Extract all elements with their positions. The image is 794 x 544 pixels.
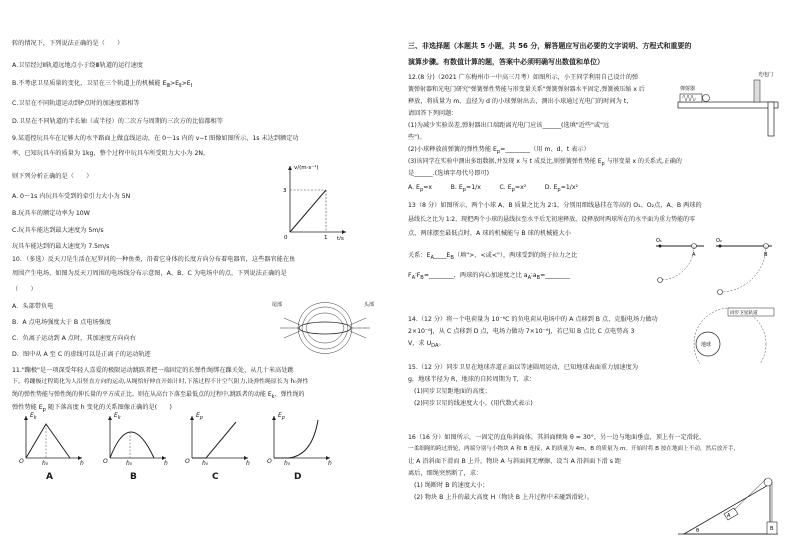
q11-graph-h0: h₀ [126, 460, 133, 467]
q12-part-3: (3)该同学在实验中测出多组数据,并发现 x 与 t 成反比,则弹簧弹性势能 $E_p$ 与形变量 x 的关系式,正确的 [408, 158, 682, 168]
q11-graph-h: h [164, 460, 168, 467]
q11-graph-b [102, 412, 172, 504]
q16-stem-3: 让 A 沿斜面下滑而 B 上升，物块 A 与斜面间无摩擦，设当 A 沿斜面下滑 s 距 [408, 458, 622, 465]
q10-tail-label: 尾部 [272, 302, 283, 308]
q11-curve [192, 422, 236, 458]
q16-incline-figure [678, 460, 780, 542]
q12-options: A. $E_p=x$ B. $E_p=1/x$ C. $E_p=x^2$ D. $E_p=1/x^2$ [408, 184, 579, 194]
q16-b-label: B [770, 526, 774, 532]
q11-graph-letter: A [46, 472, 53, 482]
section3-heading-1: 三、非选择题（本题共 5 小题，共 56 分，解答题应写出必要的文字说明、方程式和重要的 [408, 42, 692, 50]
q11-graph-origin: O [185, 458, 190, 465]
q11-graph-ylabel: $E_k$ [30, 412, 37, 422]
q9-graph-origin: 0 [284, 235, 288, 240]
q11-graph-origin: O [267, 458, 272, 465]
q14-stem-1: 14.（12 分）将一个电荷量为 10⁻⁶C 的负电荷从电场中的 A 点移到 B 点，克服电场力做功 [408, 316, 658, 323]
q16-part-1: (1) 绳断时 B 的速度大小； [414, 482, 489, 489]
q11-stem-1: 11."蹦极"是一项深受年轻人喜爱的极限运动跳跃者把一端固定的长弹性绳绑在踝关处，从几十米高处跳 [12, 367, 294, 374]
q14-stem-3: V，求 $U_{DA}$。 [408, 340, 445, 350]
q13-pendulum-figure [654, 236, 774, 304]
q11-graph-svg [18, 412, 88, 474]
q9-vt-graph [278, 160, 350, 240]
q11-curve [274, 420, 318, 458]
q14-stem-2: 2×10⁻⁶J，从 C 点移到 D 点，电场力做功 7×10⁻⁶J，若已知 B 点比 C 点电势高 3 [408, 328, 635, 335]
q12-stem-1: 12.(8 分)（2021 广东梅州市一中高三月考）如图所示，小王同学利用自己设计的弹 [408, 74, 639, 81]
q15-stem-2: g，地球半径为 R，地球的自转周期为 T，求： [408, 376, 536, 383]
q13-stem-2: 悬线长之比为 1∶2，现把两个小球的悬线拉至水平后无初速释放，设释放时两球所在的水平面为重力势能的零 [408, 216, 696, 223]
q11-curve [110, 432, 154, 458]
q8-option-a: A.卫星经过Ⅱ轨道远地点小于绕Ⅲ轨道的运行速度 [12, 62, 143, 69]
q11-graph-h: h [328, 460, 332, 467]
q11-graph-letter: C [212, 472, 219, 482]
q13-o2-label: O₂ [716, 238, 722, 244]
q15-earth-label: 地球 [701, 342, 712, 348]
q10-head-label: 头部 [364, 302, 375, 308]
q11-graph-letter: D [294, 472, 302, 482]
q12-apparatus-figure [676, 68, 786, 138]
q8-option-c: C.卫星在不同轨道运动到P点时的加速度都相等 [12, 100, 140, 107]
q8-option-b: B.不考虑卫星质量的变化，卫星在三个轨道上的机械能 $E_Ⅲ>E_Ⅱ>E_Ⅰ$ [12, 80, 193, 90]
q12-part-1-cont: 些")。 [408, 134, 426, 141]
q9-graph-ytick: 3 [283, 188, 287, 194]
q10-option-d: D．图中从 A 至 C 的虚线可以是正离子的运动轨迹 [12, 351, 151, 358]
q9-option-d: 玩具车能达到的最大速度为 7.5m/s [12, 243, 110, 250]
q11-graph-origin: O [103, 458, 108, 465]
q16-stem-4: 离后，细绳突然断了，求： [408, 470, 483, 477]
q13-stem-4: 关系：$E_A\_\_\_\_E_B$（填">、<或<"），两球受到的绳子拉力之比 [408, 252, 578, 262]
q11-graph-h0: h₀ [42, 460, 49, 467]
q10-option-b: B．A 点电场强度大于 B 点电场强度 [12, 319, 112, 326]
q9-option-b: B.玩具车的额定功率为 10W [12, 210, 90, 217]
q13-stem-3: 点，两球摆至最低点时，A 球的机械能与 B 球的机械能大小 [408, 230, 571, 237]
q13-b-label: B [764, 252, 768, 258]
q13-stem-5: $F_A∶F_B=\_\_\_\_\_\_\_\_$，两球的向心加速度之比 $a_A∶a_B=\_\_\_\_\_\_\_\_$ [408, 272, 570, 282]
q10-stem-1: 10．（多选）反天刀是生活在尼罗河的一种鱼类，沿着它身体的长度方向分布着电器官，这些器官能在鱼 [12, 256, 296, 263]
q12-stem-3: 释放，将质量为 m、直径为 d 的小球弹射出去，测出小球通过光电门的时间为 t， [408, 98, 633, 105]
section3-heading-2: 演算步骤。有数值计算的题，答案中必须明确写出数值和单位） [408, 58, 604, 66]
q11-graph-svg [184, 412, 254, 474]
q13-o1-label: O₁ [656, 238, 662, 244]
q9-stem-2: 率，已知玩具车的质量为 1kg，整个过程中玩具车所受阻力大小为 2N， [12, 150, 210, 157]
q9-graph-ylabel: v/(m·s⁻¹) [294, 165, 319, 171]
q12-gate-label: 光电门 [758, 72, 774, 78]
q15-part-2: (2)同步卫星的线速度大小。(用代数式表示) [414, 400, 533, 407]
q9-stem-3: 则下列分析正确的是（ ） [12, 173, 93, 180]
q10-field-diagram [270, 298, 380, 356]
q11-curve [26, 424, 70, 458]
q13-a-label: A [692, 252, 696, 258]
q16-part-2: (2) 物块 B 上升的最大高度 H（物块 B 上升过程中未碰到滑轮）。 [414, 494, 594, 501]
q10-option-a: A．头部带负电 [12, 303, 54, 310]
q12-stem-2: 簧弹射器和光电门研究"弹簧弹性势能与形变量关系"弹簧弹射器水平固定,弹簧被压缩 x 后 [408, 86, 645, 93]
q8-intro: 转的情况下，下列说法正确的是（ ） [12, 40, 124, 47]
q11-stem-2: 下。将蹦极过程简化为人沿竖直方向的运动,从绳恰好伸直开始计时,下落过程不计空气阻力,设弹性绳原长为 h₀弹性 [12, 379, 309, 385]
q11-graph-svg [266, 412, 336, 474]
q16-theta-label: θ [696, 528, 700, 534]
q13-stem-1: 13（8 分）如图所示，两个小球 A、B 质量之比为 2∶1，分别用细线悬挂在等高的 O₁、O₂点，A、B 两球的 [408, 202, 702, 209]
q11-graph-h: h [246, 460, 250, 467]
q16-stem-2: 一柔细绳的跨过滑轮，两端分别与小物块 A 和 B 连接，A 的质量为 4m，B 的质量为 m。开始时将 B 按在地面上不动，然后放开手， [408, 446, 740, 452]
q11-graph-ylabel: $E_p$ [278, 412, 285, 422]
q11-graph-a [18, 412, 88, 504]
q11-graph-ylabel: $E_p$ [196, 412, 203, 422]
q15-stem-1: 15.（12 分）同步卫星在地球赤道正面以等速圆周运动，已知地球表面重力加速度为 [408, 364, 639, 371]
q9-graph-xtick: 1 [324, 235, 328, 240]
q12-part-1: (1)为减少实验误差,弹射器出口端距离光电门应该______(选填"近些"或"远 [408, 122, 610, 129]
q16-stem-1: 16（16 分）如图所示，一固定的直角斜面体，其斜面倾角 θ = 30°，另一边与地面垂直，顶上有一定滑轮， [408, 434, 706, 441]
q10-stem-3: （ ） [12, 286, 37, 293]
q11-stem-3: 绳的弹性势能与弹性绳的伸长量的平方成正比。则在从高台下落至最低点的过程中,跳跃者的动能 $E_k$、弹性绳的 [12, 391, 305, 401]
q9-stem-1: 9.某遥控玩具车在足够大的水平路面上做直线运动，在 0～1s 内的 v−t 图像如图所示，1s 末达到额定功 [12, 135, 299, 142]
q16-a-label: A [727, 513, 731, 519]
q12-spring-label: 弹射器 [680, 86, 696, 92]
q11-graph-d [266, 412, 336, 504]
q10-stem-2: 周围产生电场，如图为反天刀周围的电场线分布示意图，A、B、C 为电场中的点，下列说法正确的是 [12, 270, 287, 277]
q10-option-c: C．负离子运动到 A 点时，其加速度方向向右 [12, 335, 136, 342]
q11-graph-letter: B [130, 472, 137, 482]
q11-graph-h0: h₀ [284, 460, 291, 467]
q11-graph-h: h [80, 460, 84, 467]
q15-part-1: (1)同步卫星距地面的高度； [414, 388, 491, 395]
q12-part-3-cont: 是______.(选填字母代号即可) [408, 170, 490, 177]
q15-orbit-label: 同步卫星轨道 [730, 311, 758, 316]
q11-graph-svg [102, 412, 172, 474]
q12-part-2: (2)小球释放前弹簧的弹性势能 $E_p=\_\_\_\_\_\_\_\_$（用 m、d、t 表示） [408, 146, 590, 156]
q11-graph-h0: h₀ [202, 460, 209, 467]
q9-graph-xlabel: t/s [337, 236, 344, 240]
q9-option-a: A. 0～1s 内玩具车受到的牵引力大小为 5N [12, 193, 131, 200]
q11-graph-ylabel: $E_k$ [114, 412, 121, 422]
q15-satellite-figure [678, 304, 778, 364]
q8-option-d: D.卫星在不同轨道的半长轴（或半径）的二次方与周期的三次方的比值都相等 [12, 118, 223, 125]
q11-graph-c [184, 412, 254, 504]
q12-stem-4: 请回答下列问题： [408, 110, 458, 117]
q11-stem-4: 弹性势能 $E_p$ 随下落高度 h 变化的关系图像正确的是( ) [12, 404, 172, 414]
q9-option-c: C.玩具车能达到最大速度为 5m/s [12, 227, 104, 234]
q11-graph-origin: O [19, 458, 24, 465]
